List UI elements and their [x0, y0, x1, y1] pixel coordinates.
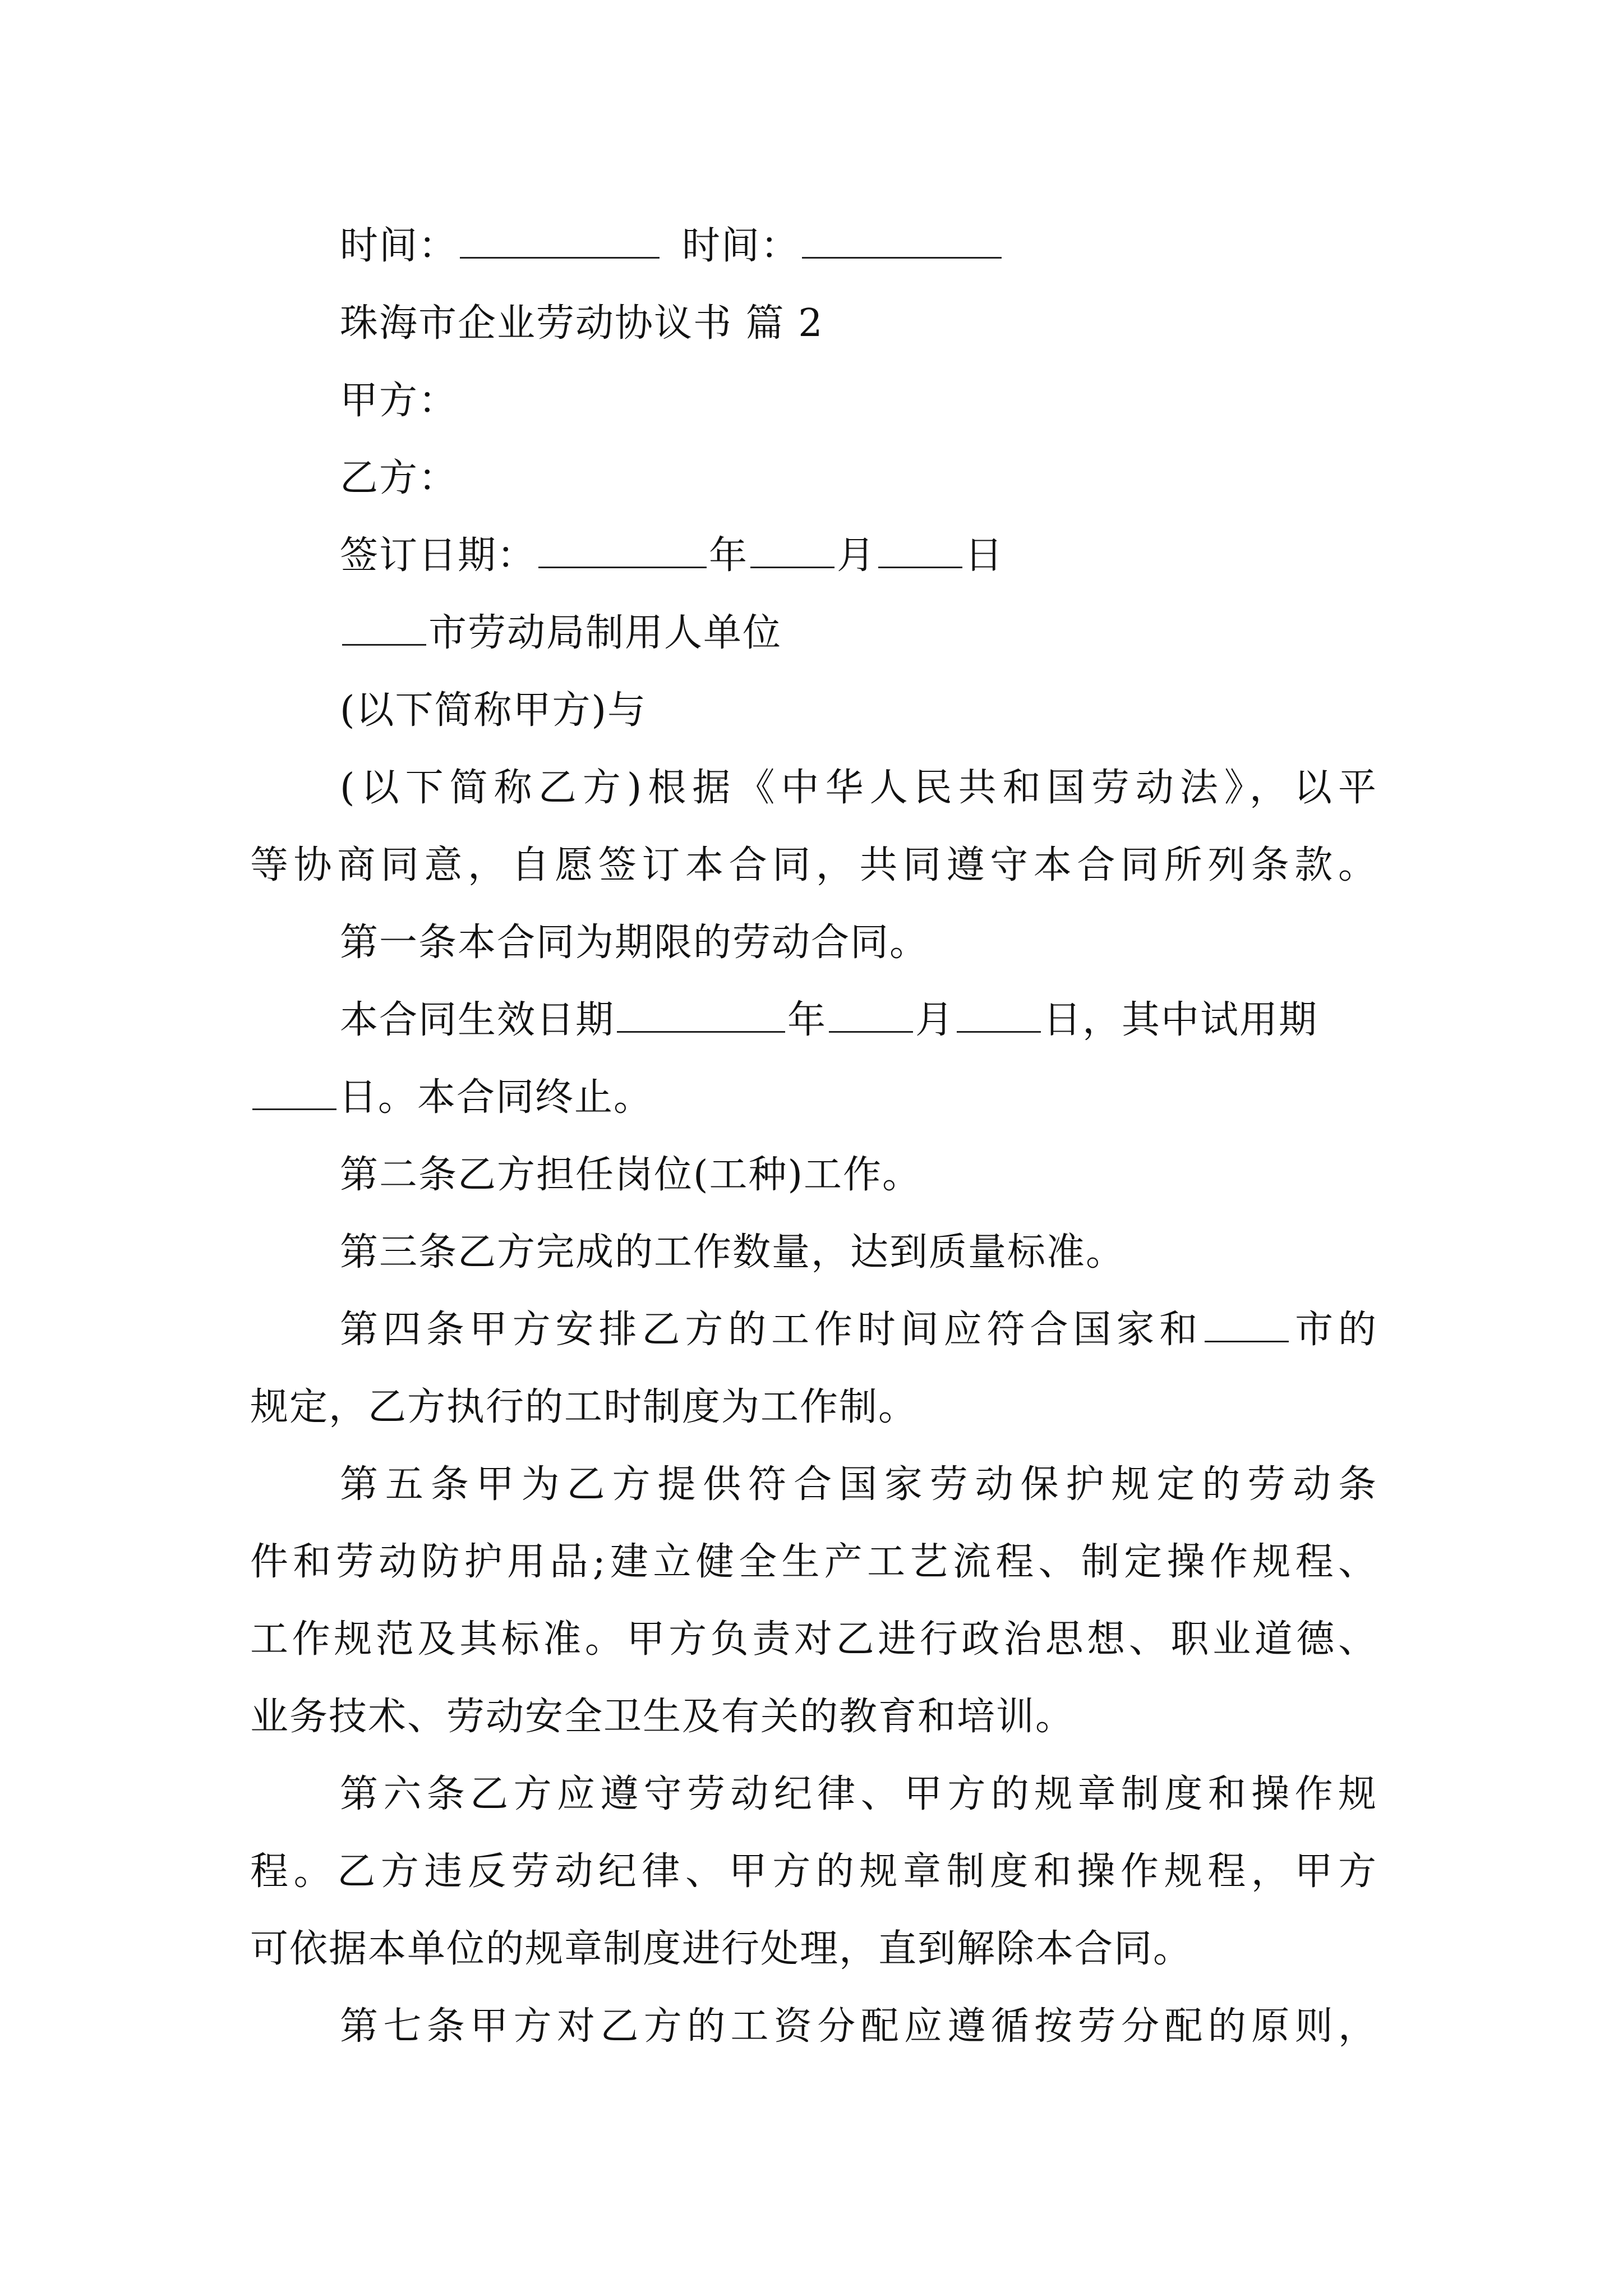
- document-heading: 珠海市企业劳动协议书 篇 2: [340, 301, 824, 346]
- article-7-line-1: 第七条甲方对乙方的工资分配应遵循按劳分配的原则，: [340, 2004, 1377, 2049]
- article-6-line-3: 可依据本单位的规章制度进行处理，直到解除本合同。: [250, 1927, 1193, 1971]
- article-5-line-1: 第五条甲为乙方提供符合国家劳动保护规定的劳动条: [340, 1462, 1377, 1507]
- time-label-b: 时间：: [682, 224, 800, 268]
- probation-blank: [252, 1078, 336, 1110]
- intro-line-2: 等协商同意，自愿签订本合同，共同遵守本合同所列条款。: [250, 843, 1377, 887]
- effective-month-blank: [829, 1001, 913, 1033]
- labor-bureau-text: 市劳动局制用人单位: [428, 611, 782, 655]
- effective-year-blank: [617, 1001, 785, 1033]
- article-1: 第一条本合同为期限的劳动合同。: [340, 921, 929, 965]
- article-4-line-2: 规定，乙方执行的工时制度为工作制。: [250, 1385, 918, 1429]
- labor-bureau-line: [250, 595, 1377, 672]
- article-5-line-4: 业务技术、劳动安全卫生及有关的教育和培训。: [250, 1695, 1075, 1739]
- article-5-line-3: 工作规范及其标准。甲方负责对乙进行政治思想、职业道德、: [250, 1617, 1377, 1662]
- abbr-a-line: (以下简称甲方)与: [340, 688, 647, 733]
- signature-time-line: [250, 208, 1377, 285]
- article-4-line-1: [250, 1291, 1377, 1369]
- year-unit: 年: [709, 533, 749, 578]
- probation-line: [250, 1059, 1377, 1137]
- article-4-city-blank: [1205, 1310, 1289, 1342]
- year-unit: 年: [787, 998, 827, 1042]
- article-6-line-1: 第六条乙方应遵守劳动纪律、甲方的规章制度和操作规: [340, 1772, 1377, 1816]
- party-a-line: 甲方：: [340, 379, 458, 423]
- city-blank: [342, 614, 426, 646]
- sign-day-blank: [878, 536, 962, 568]
- month-unit: 月: [915, 998, 955, 1042]
- time-blank-b: [802, 227, 1002, 259]
- effective-date-line: [250, 982, 1377, 1059]
- article-6-line-2: 程。乙方违反劳动纪律、甲方的规章制度和操作规程，甲方: [250, 1849, 1377, 1894]
- article-4-text-a: 第四条甲方安排乙方的工作时间应符合国家和: [340, 1308, 1203, 1352]
- article-3: 第三条乙方完成的工作数量，达到质量标准。: [340, 1230, 1126, 1274]
- time-label-a: 时间：: [340, 224, 458, 268]
- article-2: 第二条乙方担任岗位(工种)工作。: [340, 1153, 922, 1197]
- sign-month-blank: [750, 536, 834, 568]
- sign-date-line: [250, 517, 1377, 595]
- document-body: [250, 208, 1377, 2065]
- time-blank-a: [460, 227, 660, 259]
- effective-label: 本合同生效日期: [340, 998, 615, 1042]
- article-4-text-b: 市的: [1291, 1308, 1377, 1352]
- effective-tail: 日，其中试用期: [1043, 998, 1318, 1042]
- day-unit: 日: [965, 533, 1004, 578]
- probation-tail: 日。本合同终止。: [339, 1075, 653, 1120]
- sign-date-label: 签订日期：: [340, 533, 537, 578]
- article-5-line-2: 件和劳动防护用品;建立健全生产工艺流程、制定操作规程、: [250, 1540, 1377, 1584]
- intro-line-1: (以下简称乙方)根据《中华人民共和国劳动法》，以平: [340, 766, 1377, 810]
- month-unit: 月: [837, 533, 877, 578]
- effective-day-blank: [957, 1001, 1041, 1033]
- sign-year-blank: [538, 536, 707, 568]
- party-b-line: 乙方：: [340, 456, 458, 500]
